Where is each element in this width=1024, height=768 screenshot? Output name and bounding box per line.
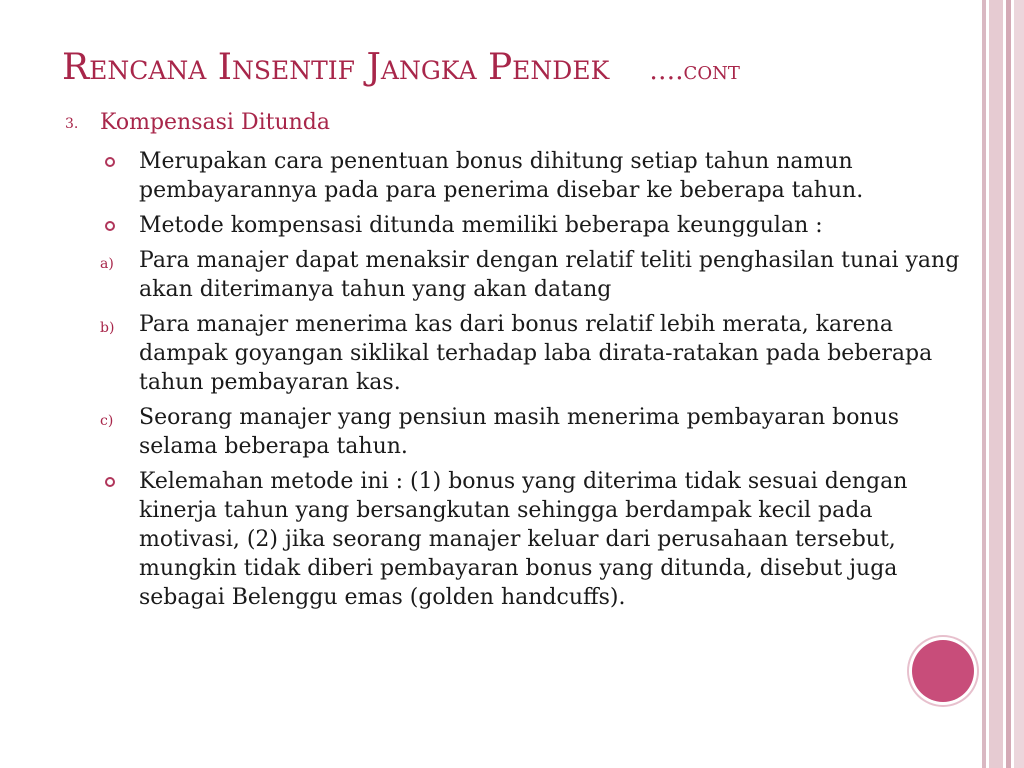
list-item-text: Seorang manajer yang pensiun masih menerima pembayaran bonus selama beberapa tahun. (139, 405, 900, 459)
list-item (60, 147, 960, 205)
list-item-text: Merupakan cara penentuan bonus dihitung setiap tahun namun pembayarannya pada para penerima disebar ke beberapa tahun. (139, 149, 864, 203)
decorative-stripe (982, 0, 986, 768)
circle-bullet-icon (105, 477, 115, 487)
decorative-circle (912, 640, 974, 702)
list-item (60, 403, 960, 461)
decorative-stripe (1006, 0, 1011, 768)
slide-title-suffix: ….cont (649, 56, 740, 86)
list-item-marker: c) (100, 413, 114, 429)
list-item-text: Kelemahan metode ini : (1) bonus yang diterima tidak sesuai dengan kinerja tahun yang bersangkutan sehingga berdampak kecil pada motivasi, (2) jika seorang manajer keluar dari perusahaan tersebut, mungkin tidak diberi pembayaran bonus yang ditunda, disebut juga sebagai Belenggu emas (golden handcuffs). (139, 469, 908, 610)
slide-title (62, 40, 972, 99)
list-item-text: Para manajer menerima kas dari bonus relatif lebih merata, karena dampak goyangan siklikal terhadap laba dirata-ratakan pada beberapa tahun pembayaran kas. (139, 312, 933, 395)
section-heading-row (60, 108, 960, 137)
circle-bullet-icon (105, 221, 115, 231)
list-item-marker: b) (100, 320, 115, 336)
circle-bullet-icon (105, 157, 115, 167)
list-item-marker: a) (100, 256, 114, 272)
list-item (60, 467, 960, 612)
section-number: 3. (65, 116, 79, 132)
list-item (60, 246, 960, 304)
slide-content (60, 108, 960, 618)
slide-title-main: Rencana Insentif Jangka Pendek (62, 47, 610, 88)
list-item-text: Metode kompensasi ditunda memiliki beberapa keunggulan : (139, 213, 823, 238)
list-item (60, 211, 960, 240)
section-heading: Kompensasi Ditunda (100, 110, 331, 135)
decorative-stripe (989, 0, 1003, 768)
list-item (60, 310, 960, 397)
list-item-text: Para manajer dapat menaksir dengan relatif teliti penghasilan tunai yang akan diterimanya tahun yang akan datang (139, 248, 960, 302)
decorative-stripe (1014, 0, 1024, 768)
